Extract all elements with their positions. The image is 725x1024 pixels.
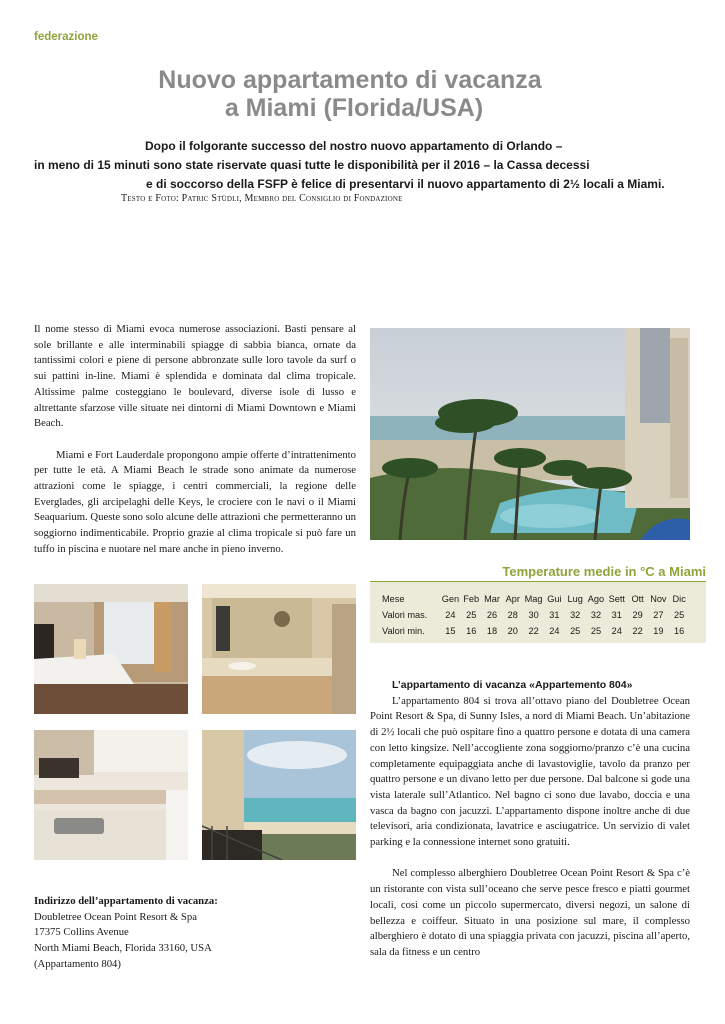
- month-cell: Dic: [672, 594, 686, 604]
- lead-paragraph: [20, 137, 705, 194]
- month-cell: Nov: [650, 594, 667, 604]
- max-row-label: Valori mas.: [382, 610, 428, 620]
- right-column-text: [370, 678, 690, 961]
- max-cell: 30: [528, 610, 539, 620]
- max-cell: 31: [549, 610, 560, 620]
- max-cell: 31: [611, 610, 622, 620]
- month-cell: Gui: [547, 594, 562, 604]
- apartment-heading: L’appartamento di vacanza «Appartemento 804»: [392, 679, 633, 691]
- paragraph: Nel complesso alberghiero Doubletree Ocean Point Resort & Spa c’è un ristorante con vista sull’oceano che serve pesce fresco e piatti gourmet locali, così come un piccolo supermercato, diversi negozi, un salone di bellezza e coiffeur. Situato in una posizione sul mare, il complesso alberghiero è dotato di una spiaggia privata con jacuzzi, piscina all’aperto, sala da fitness e un centro: [370, 867, 690, 958]
- max-cell: 28: [507, 610, 518, 620]
- section-label: federazione: [34, 31, 98, 43]
- address-line: Doubletree Ocean Point Resort & Spa: [34, 910, 197, 923]
- temperature-table: [370, 581, 706, 643]
- lead-line-3: e di soccorso della FSFP è felice di presentarvi il nuovo appartamento di 2½ locali a Miami.: [146, 177, 665, 191]
- temperature-header-row: [382, 591, 690, 607]
- month-cell: Feb: [463, 594, 480, 604]
- month-cell: Mar: [484, 594, 500, 604]
- paragraph: Il nome stesso di Miami evoca numerose associazioni. Basti pensare al sole brillante e alle interminabili spiagge di sabbia bianca, ornate da tantissimi colori e piene di persone abbronzate sulle loro tavole da surf o sui pattini in-line. Miami è splendida e dominata dal clima tropicale. Altissime palme costeggiano le boulevard, diverse isole di lusso e altrettante sfarzose ville situate nei dintorni di Miami Downtown e Miami Beach.: [34, 323, 356, 430]
- min-cell: 18: [486, 626, 498, 636]
- month-cell: Lug: [567, 594, 583, 604]
- min-cell: 19: [653, 626, 664, 636]
- address-heading: Indirizzo dell’appartamento di vacanza:: [34, 895, 218, 907]
- max-cell: 32: [570, 610, 581, 620]
- address-line: 17375 Collins Avenue: [34, 926, 129, 939]
- min-cell: 24: [611, 626, 622, 636]
- month-header-label: Mese: [382, 594, 405, 604]
- max-cell: 26: [486, 610, 498, 620]
- month-cell: Sett: [608, 594, 625, 604]
- max-cell: 27: [653, 610, 664, 620]
- max-cell: 24: [445, 610, 456, 620]
- paragraph: Miami e Fort Lauderdale propongono ampie offerte d’intrattenimento per tutte le età. A Miami Beach le strade sono animate da numerose attrazioni come le spiagge, i centri commerciali, la regione delle Everglades, gli arcipelaghi delle Keys, le crociere con le navi o il Miami Seaquarium. Queste sono solo alcune delle attrazioni che permetteranno un soggiorno indimenticabile. Proprio grazie al clima tropicale si può fare un tuffo in piscina e nuotare nel mare anche in pieno inverno.: [34, 448, 356, 555]
- month-cell: Gen: [441, 594, 460, 604]
- address-block: [34, 894, 334, 973]
- address-line: North Miami Beach, Florida 33160, USA: [34, 942, 212, 955]
- max-cell: 32: [590, 610, 602, 620]
- min-cell: 22: [632, 626, 643, 636]
- min-row-label: Valori min.: [382, 626, 425, 636]
- resort-pool-photo: [370, 328, 690, 540]
- month-cell: Ott: [631, 594, 644, 604]
- lead-line-2: in meno di 15 minuti sono state riservate quasi tutte le disponibilità per il 2016 – la Cassa decessi: [34, 158, 590, 172]
- min-cell: 22: [528, 626, 539, 636]
- paragraph: L’appartamento 804 si trova all’ottavo piano del Doubletree Ocean Point Resort & Spa, di Sunny Isles, a nord di Miami Beach. Un’abitazione di 2½ locali che può ospitare fino a quattro persone e dotata di una camera con letto kingsize. Nell’accogliente zona soggiorno/pranzo c’è una cucina completamente equipaggiata anche di lavastoviglie, tavolo da pranzo per quattro persone e un divano letto per due persone. Dal balcone si gode una vista laterale sull’Atlantico. Nel bagno ci sono due lavabo, doccia e una vasca da bagno con jacuzzi. L’appartamento dispone inoltre anche di due televisori, aria condizionata, lavatrice e asciugatrice. Un servizio di valet parking e la connessione internet sono gratuiti.: [370, 694, 690, 849]
- month-cell: Mag: [524, 594, 543, 604]
- title-line-1: Nuovo appartamento di vacanza: [158, 66, 542, 94]
- balcony-view-photo: [202, 730, 356, 860]
- min-cell: 15: [445, 626, 456, 636]
- photo-credit: Testo e Foto: Patric Stüdli, Membro del Consiglio di Fondazione: [121, 193, 403, 204]
- kitchen-photo: [34, 730, 188, 860]
- temperature-min-row: [382, 623, 690, 639]
- title-line-2: a Miami (Florida/USA): [224, 94, 484, 122]
- max-cell: 29: [632, 610, 643, 620]
- min-cell: 16: [674, 626, 685, 636]
- min-cell: 20: [507, 626, 518, 636]
- min-cell: 25: [590, 626, 602, 636]
- max-cell: 25: [466, 610, 477, 620]
- bedroom-photo: [34, 584, 188, 714]
- max-cell: 25: [674, 610, 685, 620]
- left-column-text: [34, 322, 356, 558]
- min-cell: 24: [549, 626, 560, 636]
- lead-line-1: Dopo il folgorante successo del nostro nuovo appartamento di Orlando –: [145, 139, 563, 153]
- min-cell: 16: [466, 626, 477, 636]
- bathroom-photo: [202, 584, 356, 714]
- min-cell: 25: [570, 626, 581, 636]
- address-line: (Appartamento 804): [34, 957, 121, 970]
- article-title: [60, 66, 640, 122]
- month-cell: Apr: [505, 594, 520, 604]
- month-cell: Ago: [587, 594, 605, 604]
- temperature-max-row: [382, 607, 690, 623]
- temperature-table-title: Temperature medie in °C a Miami: [502, 564, 706, 579]
